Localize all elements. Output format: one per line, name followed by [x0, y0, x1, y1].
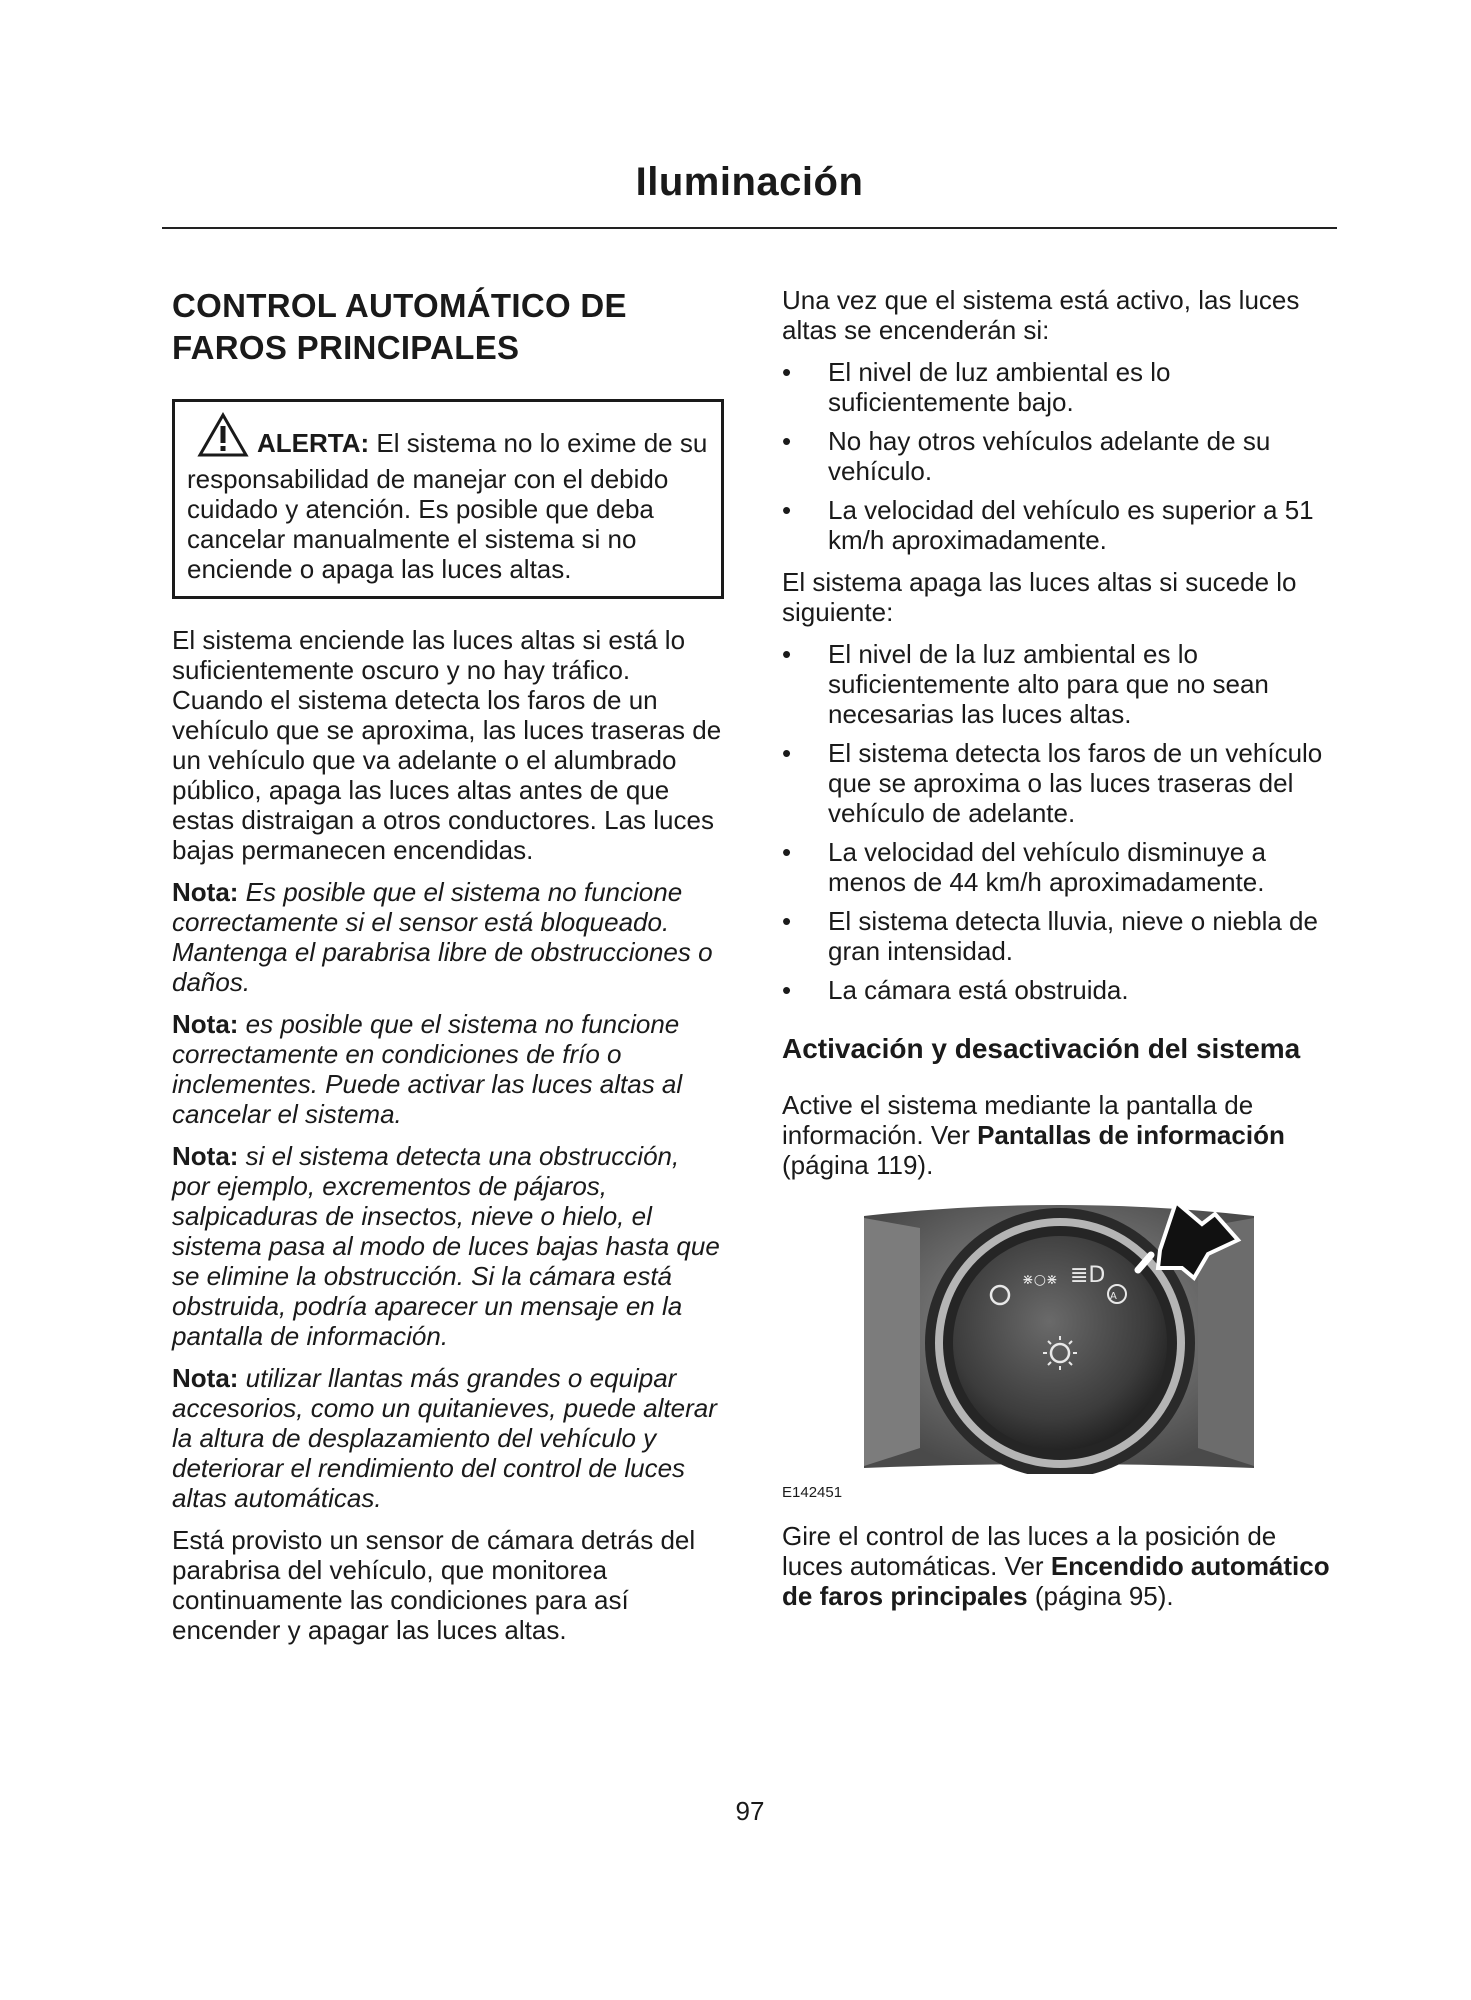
list-item: • La cámara está obstruida.	[782, 975, 1129, 1005]
turn-paragraph: Gire el control de las luces a la posición de luces automáticas. Ver Encendido automático de faros principales (página 95).	[782, 1521, 1330, 1611]
list-item: • El sistema detecta lluvia, nieve o niebla de gran intensidad.	[782, 906, 1318, 966]
note-label: Nota:	[172, 1363, 239, 1393]
list-item: • El sistema detecta los faros de un vehículo que se aproxima o las luces traseras del vehículo de adelante.	[782, 738, 1323, 828]
on-intro: Una vez que el sistema está activo, las luces altas se encenderán si:	[782, 285, 1300, 345]
page-number: 97	[735, 1796, 765, 1826]
note-text: si el sistema detecta una obstrucción, por ejemplo, excrementos de pájaros, salpicaduras de insectos, nieve o hielo, el sistema pasa al modo de luces bajas hasta que se elimine la obstrucción. Si la cámara está obstruida, podría aparecer un mensaje en la pantalla de información.	[172, 1141, 720, 1351]
note-text: utilizar llantas más grandes o equipar accesorios, como un quitanieves, puede alterar la altura de desplazamiento del vehículo y deteriorar el rendimiento del control de luces altas automáticas.	[172, 1363, 717, 1513]
light-switch-illustration	[860, 1198, 1258, 1474]
closing-paragraph: Está provisto un sensor de cámara detrás del parabrisa del vehículo, que monitorea continuamente las condiciones para así encender y apagar las luces altas.	[172, 1525, 696, 1645]
cross-reference-link[interactable]: Pantallas de información	[977, 1120, 1285, 1150]
bullet-icon: •	[782, 837, 792, 867]
bullet-icon: •	[782, 975, 792, 1005]
bullet-icon: •	[782, 738, 792, 768]
alert-text: El sistema no lo exime de su responsabilidad de manejar con el debido cuidado y atención. Es posible que deba cancelar manualmente el sistema si no enciende o apaga las luces altas.	[187, 428, 708, 584]
subsection-title: Activación y desactivación del sistema	[782, 1033, 1301, 1064]
note-1	[172, 877, 724, 997]
right-column	[782, 285, 1338, 1623]
svg-text:A: A	[1110, 1291, 1117, 1302]
figure-code: E142451	[782, 1484, 843, 1501]
page-title: Iluminación	[635, 160, 864, 204]
intro-paragraph: El sistema enciende las luces altas si está lo suficientemente oscuro y no hay tráfico. Cuando el sistema detecta los faros de un vehículo que se aproxima, las luces traseras de un vehículo que va adelante o el alumbrado público, apaga las luces altas antes de que estas distraigan a otros conductores. Las luces bajas permanecen encendidas.	[172, 625, 722, 865]
note-4	[172, 1363, 724, 1513]
bullet-icon: •	[782, 639, 792, 669]
alert-box	[172, 399, 724, 599]
activate-paragraph: Active el sistema mediante la pantalla de información. Ver Pantallas de información (página 119).	[782, 1090, 1285, 1180]
off-intro: El sistema apaga las luces altas si sucede lo siguiente:	[782, 567, 1297, 627]
bullet-icon: •	[782, 906, 792, 936]
note-label: Nota:	[172, 877, 239, 907]
page-header	[162, 160, 1337, 205]
bullet-icon: •	[782, 495, 792, 525]
header-divider	[162, 227, 1337, 229]
note-label: Nota:	[172, 1141, 239, 1171]
note-2	[172, 1009, 724, 1129]
note-3	[172, 1141, 724, 1351]
alert-label: ALERTA:	[257, 428, 370, 458]
bullet-icon: •	[782, 426, 792, 456]
off-conditions-list	[782, 639, 1338, 1005]
list-item: • El nivel de luz ambiental es lo suficientemente bajo.	[782, 357, 1171, 417]
svg-text:⋇○⋇: ⋇○⋇	[1022, 1272, 1058, 1288]
note-label: Nota:	[172, 1009, 239, 1039]
note-text: Es posible que el sistema no funcione correctamente si el sensor está bloqueado. Mantenga el parabrisa libre de obstrucciones o daños.	[172, 877, 713, 997]
warning-triangle-icon	[197, 412, 249, 464]
list-item: • La velocidad del vehículo es superior a 51 km/h aproximadamente.	[782, 495, 1314, 555]
on-conditions-list	[782, 357, 1338, 555]
note-text: es posible que el sistema no funcione correctamente en condiciones de frío o inclementes. Puede activar las luces altas al cancelar el sistema.	[172, 1009, 683, 1129]
bullet-icon: •	[782, 357, 792, 387]
section-title: CONTROL AUTOMÁTICO DE FAROS PRINCIPALES	[172, 287, 627, 366]
svg-text:≣D: ≣D	[1070, 1263, 1106, 1288]
cross-reference-link[interactable]: Encendido automático de faros principales	[782, 1551, 1330, 1611]
list-item: • No hay otros vehículos adelante de su vehículo.	[782, 426, 1271, 486]
list-item: • El nivel de la luz ambiental es lo suficientemente alto para que no sean necesarias las luces altas.	[782, 639, 1269, 729]
left-column	[172, 285, 724, 1657]
list-item: • La velocidad del vehículo disminuye a menos de 44 km/h aproximadamente.	[782, 837, 1266, 897]
